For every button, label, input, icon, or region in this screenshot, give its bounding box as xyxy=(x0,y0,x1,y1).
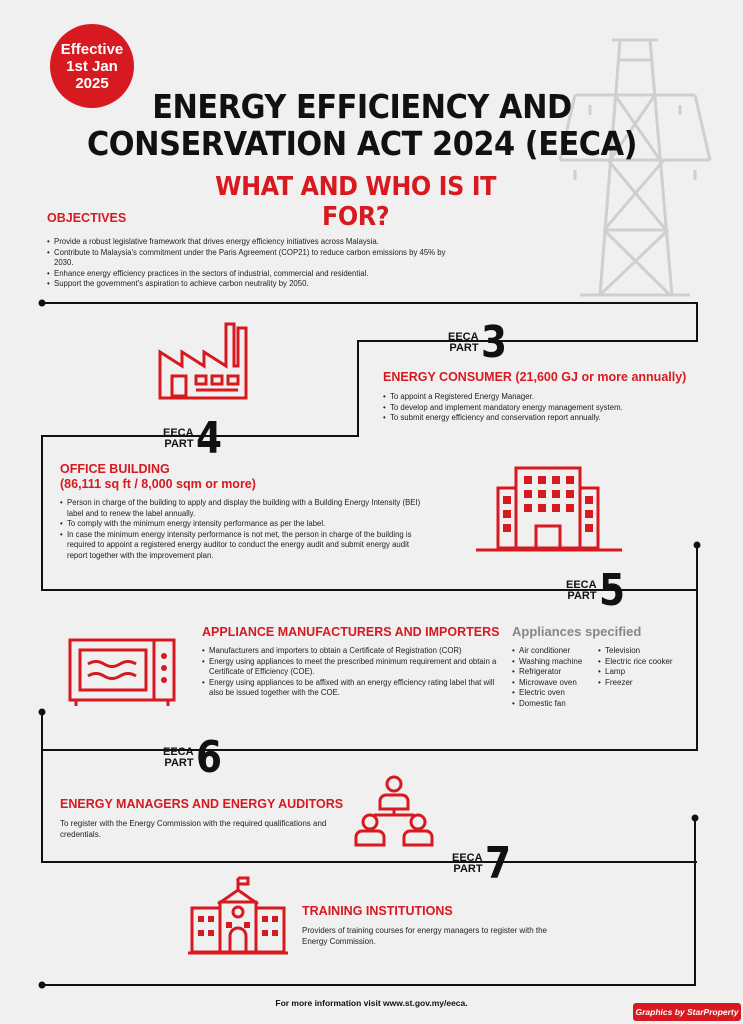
appliances-col2 xyxy=(598,646,673,688)
appliance-item: • Television xyxy=(598,646,673,657)
part7-heading: TRAINING INSTITUTIONS xyxy=(302,904,453,918)
appliance-item: • Electric rice cooker xyxy=(598,657,673,668)
badge-line1: Effective xyxy=(60,40,124,58)
page-subtitle: WHAT AND WHO IS IT FOR? xyxy=(215,172,497,232)
eeca-text: EECA xyxy=(452,852,483,864)
part-number: 7 xyxy=(484,838,511,889)
title-line2: CONSERVATION ACT 2024 (EECA) xyxy=(86,124,638,163)
microwave-icon xyxy=(68,638,178,708)
eeca-part6-label xyxy=(163,732,226,783)
badge-line3: 2025 xyxy=(75,74,109,92)
appliances-heading: Appliances specified xyxy=(512,624,642,639)
appliances-col1 xyxy=(512,646,582,709)
part3-item: • To develop and implement mandatory energy management system. xyxy=(383,403,703,414)
part5-item: • Manufacturers and importers to obtain a Certificate of Registration (COR) xyxy=(202,646,502,657)
part6-text: To register with the Energy Commission with the required qualifications and credentials. xyxy=(60,819,327,839)
appliance-item: • Refrigerator xyxy=(512,667,582,678)
office-building-icon xyxy=(476,466,626,556)
appliance-item: • Washing machine xyxy=(512,657,582,668)
part5-item: • Energy using appliances to be affixed with an energy efficiency rating label that will also be issued together with the COE. xyxy=(202,678,502,699)
part-text: PART xyxy=(567,590,597,602)
part4-heading-line1: OFFICE BUILDING xyxy=(60,462,170,476)
eeca-part4-label xyxy=(163,413,226,464)
objective-item: • Enhance energy efficiency practices in the sectors of industrial, commercial and residential. xyxy=(47,269,447,280)
part3-item: • To submit energy efficiency and conservation report annually. xyxy=(383,413,703,424)
part3-list xyxy=(383,392,703,424)
part6-heading: ENERGY MANAGERS AND ENERGY AUDITORS xyxy=(60,797,344,811)
part-text: PART xyxy=(164,757,194,769)
part4-item: • In case the minimum energy intensity performance is not met, the person in charge of the building is required to appoint a registered energy auditor to conduct the energy audit and submit energy audit report together with the improvement plan. xyxy=(60,530,430,562)
people-hierarchy-icon xyxy=(354,775,434,847)
appliance-item: • Electric oven xyxy=(512,688,582,699)
objective-item: • Support the government's aspiration to achieve carbon neutrality by 2050. xyxy=(47,279,447,290)
eeca-text: EECA xyxy=(448,331,479,343)
part3-heading: ENERGY CONSUMER (21,600 GJ or more annually) xyxy=(383,370,687,384)
appliance-item: • Domestic fan xyxy=(512,699,582,710)
appliance-item: • Lamp xyxy=(598,667,673,678)
part4-list xyxy=(60,498,430,561)
title-line1: ENERGY EFFICIENCY AND xyxy=(152,87,572,126)
objectives-list xyxy=(47,237,447,290)
footer-info: For more information visit www.st.gov.my/eeca. xyxy=(275,998,468,1008)
part4-heading xyxy=(60,462,256,492)
school-building-icon xyxy=(188,876,288,956)
part-number: 4 xyxy=(195,413,222,464)
part-text: PART xyxy=(164,438,194,450)
part-number: 6 xyxy=(195,732,222,783)
part5-heading: APPLIANCE MANUFACTURERS AND IMPORTERS xyxy=(202,625,500,639)
part5-item: • Energy using appliances to meet the prescribed minimum requirement and obtain a Certificate of Efficiency (COE). xyxy=(202,657,502,678)
part7-text: Providers of training courses for energy managers to register with the Energy Commission. xyxy=(302,926,548,946)
appliance-item: • Air conditioner xyxy=(512,646,582,657)
eeca-part5-label xyxy=(566,565,629,616)
eeca-part7-label xyxy=(452,838,515,889)
part-text: PART xyxy=(449,342,479,354)
part5-list xyxy=(202,646,502,699)
part-text: PART xyxy=(453,863,483,875)
part4-item: • To comply with the minimum energy intensity performance as per the label. xyxy=(60,519,430,530)
part4-item: • Person in charge of the building to apply and display the building with a Building Energy Intensity (BEI) label and to renew the label annually. xyxy=(60,498,430,519)
page-title xyxy=(86,88,638,162)
part-number: 5 xyxy=(598,565,625,616)
objective-item: • Provide a robust legislative framework that drives energy efficiency initiatives across Malaysia. xyxy=(47,237,447,248)
objectives-heading: OBJECTIVES xyxy=(47,211,127,225)
eeca-part3-label xyxy=(448,317,511,368)
eeca-text: EECA xyxy=(566,579,597,591)
badge-line2: 1st Jan xyxy=(66,57,118,75)
factory-icon xyxy=(156,320,256,400)
objective-item: • Contribute to Malaysia's commitment under the Paris Agreement (COP21) to reduce carbon emissions by 45% by 2030. xyxy=(47,248,447,269)
appliance-item: • Freezer xyxy=(598,678,673,689)
eeca-text: EECA xyxy=(163,746,194,758)
part-number: 3 xyxy=(480,317,507,368)
eeca-text: EECA xyxy=(163,427,194,439)
part3-item: • To appoint a Registered Energy Manager. xyxy=(383,392,703,403)
appliance-item: • Microwave oven xyxy=(512,678,582,689)
graphics-credit: Graphics by StarProperty xyxy=(633,1003,741,1021)
part4-heading-line2: (86,111 sq ft / 8,000 sqm or more) xyxy=(60,477,256,491)
